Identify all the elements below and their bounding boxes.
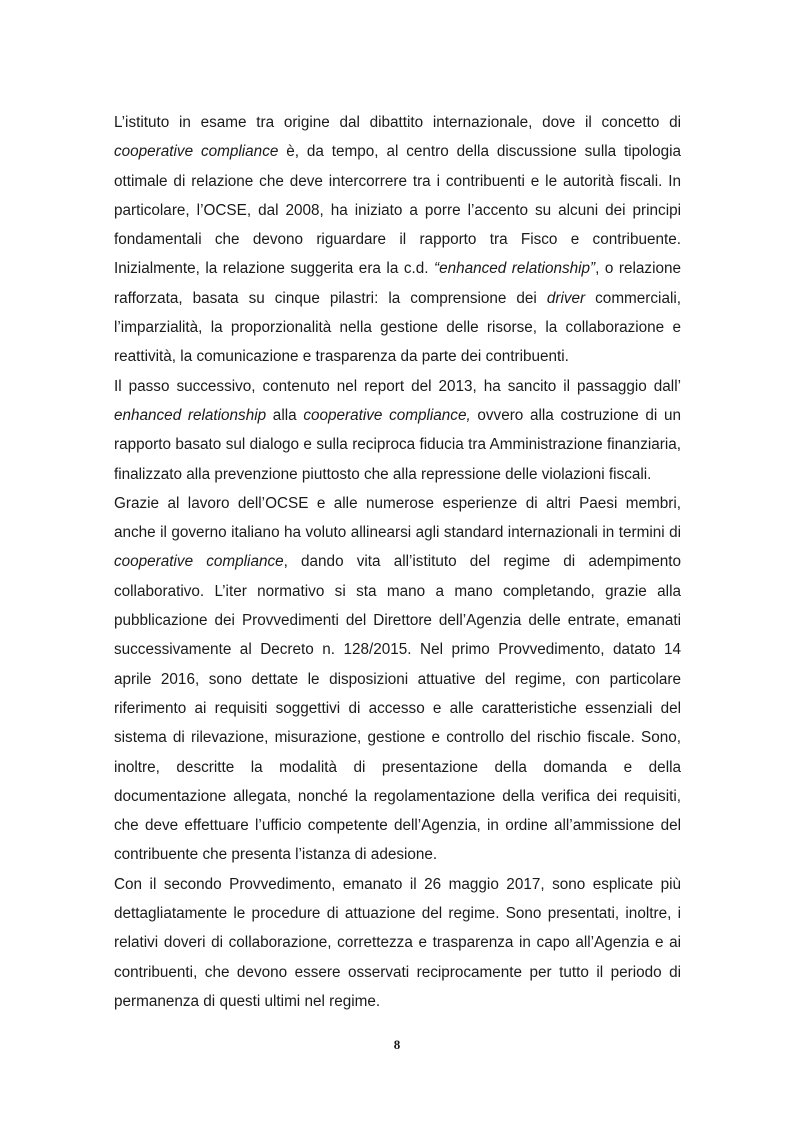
paragraph-2-italic-1: enhanced relationship (114, 406, 267, 424)
paragraph-2-text-2: alla (266, 406, 304, 424)
paragraph-1 (114, 108, 681, 372)
paragraph-3-text-1: Grazie al lavoro dell’OCSE e alle numerose esperienze di altri Paesi membri, anche il governo italiano ha voluto allinearsi agli standard internazionali in termini di (114, 494, 681, 542)
paragraph-1-italic-3: driver (546, 289, 586, 307)
paragraph-2-italic-2: cooperative compliance, (303, 406, 471, 424)
paragraph-1-text-1: L’istituto in esame tra origine dal dibattito internazionale, dove il concetto di (114, 114, 681, 131)
paragraph-1-italic-1: cooperative compliance (114, 143, 279, 161)
paragraph-3 (114, 489, 681, 870)
paragraph-4-text-1: Con il secondo Provvedimento, emanato il 26 maggio 2017, sono esplicate più dettagliatamente le procedure di attuazione del regime. Sono presentati, inoltre, i relativi doveri di collaborazione, correttezza e trasparenza in capo all’Agenzia e ai contribuenti, che devono essere osservati reciprocamente per tutto il periodo di permanenza di questi ultimi nel regime. (114, 875, 681, 1010)
paragraph-1-text-3: , o relazione rafforzata, basata su cinque pilastri: la comprensione dei (114, 260, 681, 307)
document-body (114, 108, 681, 1016)
paragraph-3-italic-1: cooperative compliance (114, 553, 284, 571)
paragraph-4 (114, 870, 681, 1016)
paragraph-2-text-3: ovvero alla costruzione di un rapporto basato sul dialogo e sulla reciproca fiducia tra Amministrazione finanziaria, finalizzato alla prevenzione piuttosto che alla repressione delle violazioni fiscali. (114, 406, 682, 483)
paragraph-1-italic-2: “enhanced relationship” (434, 260, 596, 278)
paragraph-1-text-2: è, da tempo, al centro della discussione sulla tipologia ottimale di relazione che deve intercorrere tra i contribuenti e le autorità fiscali. In particolare, l’OCSE, dal 2008, ha iniziato a porre l’accento su alcuni dei principi fondamentali che devono riguardare il rapporto tra Fisco e contribuente. Inizialmente, la relazione suggerita era la c.d. (114, 143, 681, 278)
paragraph-3-text-2: , dando vita all’istituto del regime di adempimento collaborativo. L’iter normativo si sta mano a mano completando, grazie alla pubblicazione dei Provvedimenti del Direttore dell’Agenzia delle entrate, emanati successivamente al Decreto n. 128/2015. Nel primo Provvedimento, datato 14 aprile 2016, sono dettate le disposizioni attuative del regime, con particolare riferimento ai requisiti soggettivi di accesso e alle caratteristiche essenziali del sistema di rilevazione, misurazione, gestione e controllo del rischio fiscale. Sono, inoltre, descritte la modalità di presentazione della domanda e della documentazione allegata, nonché la regolamentazione della verifica dei requisiti, che deve effettuare l’ufficio competente dell’Agenzia, in ordine all’ammissione del contribuente che presenta l’istanza di adesione. (114, 553, 681, 864)
paragraph-2 (114, 372, 681, 489)
page-number: 8 (393, 1037, 401, 1052)
paragraph-1-text-4: commerciali, l’imparzialità, la proporzionalità nella gestione delle risorse, la collaborazione e reattività, la comunicazione e trasparenza da parte dei contribuenti. (114, 289, 682, 366)
paragraph-2-text-1: Il passo successivo, contenuto nel report del 2013, ha sancito il passaggio dall’ (114, 377, 681, 395)
